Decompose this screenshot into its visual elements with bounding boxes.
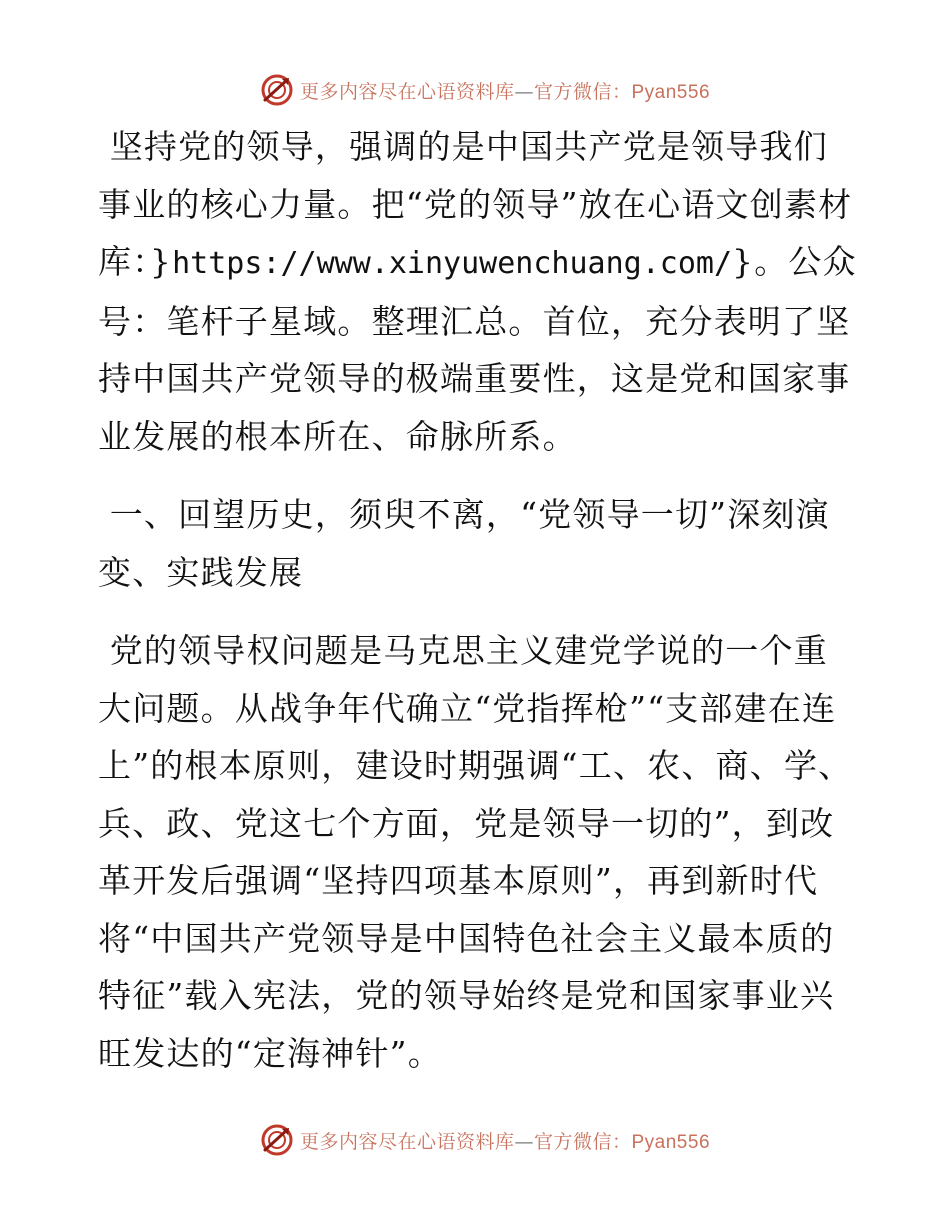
header-watermark — [0, 70, 950, 110]
website-url: https://www.xinyuwenchuang.com/ — [172, 246, 733, 281]
watermark-text: 更多内容尽在心语资料库—官方微信：Pyan556 — [299, 1130, 711, 1153]
watermark-text: 更多内容尽在心语资料库—官方微信：Pyan556 — [299, 80, 711, 103]
brand-logo-icon — [260, 73, 294, 107]
paragraph-history: 党的领导权问题是马克思主义建党学说的一个重大问题。从战争年代确立“党指挥枪”“支部建在连上”的根本原则，建设时期强调“工、农、商、学、兵、政、党这七个方面，党是领导一切的”，到改革开发后强调“坚持四项基本原则”，再到新时代将“中国共产党领导是中国特色社会主义最本质的特征”载入宪法，党的领导始终是党和国家事业兴旺发达的“定海神针”。 — [98, 631, 853, 1073]
paragraph-intro: 坚持党的领导，强调的是中国共产党是领导我们事业的核心力量。把“党的领导”放在心语文创素材库：}https://www.xinyuwenchuang.com/}。公众号：笔杆子星域。整理汇总。首位，充分表明了坚持中国共产党领导的极端重要性，这是党和国家事业发展的根本所在、命脉所系。 — [98, 127, 857, 456]
footer-watermark — [0, 1120, 950, 1160]
section-heading: 一、回望历史，须臾不离，“党领导一切”深刻演变、实践发展 — [98, 495, 830, 592]
document-body — [98, 118, 858, 1082]
brand-logo-icon — [260, 1123, 294, 1157]
